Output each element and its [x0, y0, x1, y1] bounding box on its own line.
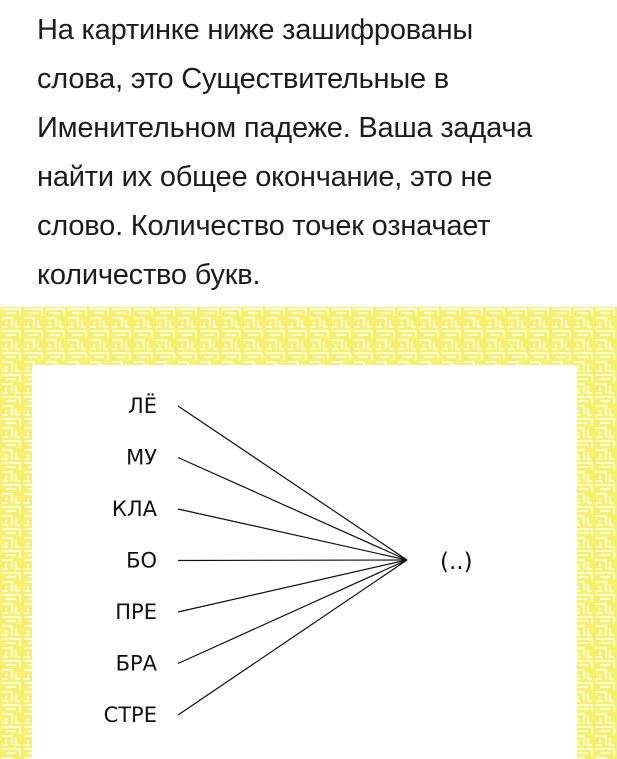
- instruction-line: количество букв.: [37, 259, 261, 291]
- instruction-line: слова, это Существительные в: [37, 63, 449, 95]
- answer-placeholder: (..): [440, 549, 473, 575]
- word-label: КЛА: [111, 497, 157, 521]
- instruction-line: найти их общее окончание, это не: [37, 161, 493, 193]
- word-label: ЛЁ: [127, 394, 157, 418]
- instruction-line: слово. Количество точек означает: [37, 210, 491, 242]
- task-instruction: [37, 6, 597, 300]
- instruction-line: На картинке ниже зашифрованы: [37, 14, 474, 46]
- word-label: БРА: [115, 651, 157, 676]
- puzzle-image: [0, 307, 617, 759]
- puzzle-canvas: [0, 307, 617, 759]
- word-label: МУ: [126, 445, 157, 470]
- instruction-line: Именительном падеже. Ваша задача: [37, 112, 533, 144]
- puzzle-card: [32, 365, 577, 759]
- connector-line: [178, 560, 407, 561]
- word-label: СТРЕ: [103, 703, 157, 727]
- word-label: ПРЕ: [115, 600, 157, 624]
- word-label: БО: [126, 548, 157, 573]
